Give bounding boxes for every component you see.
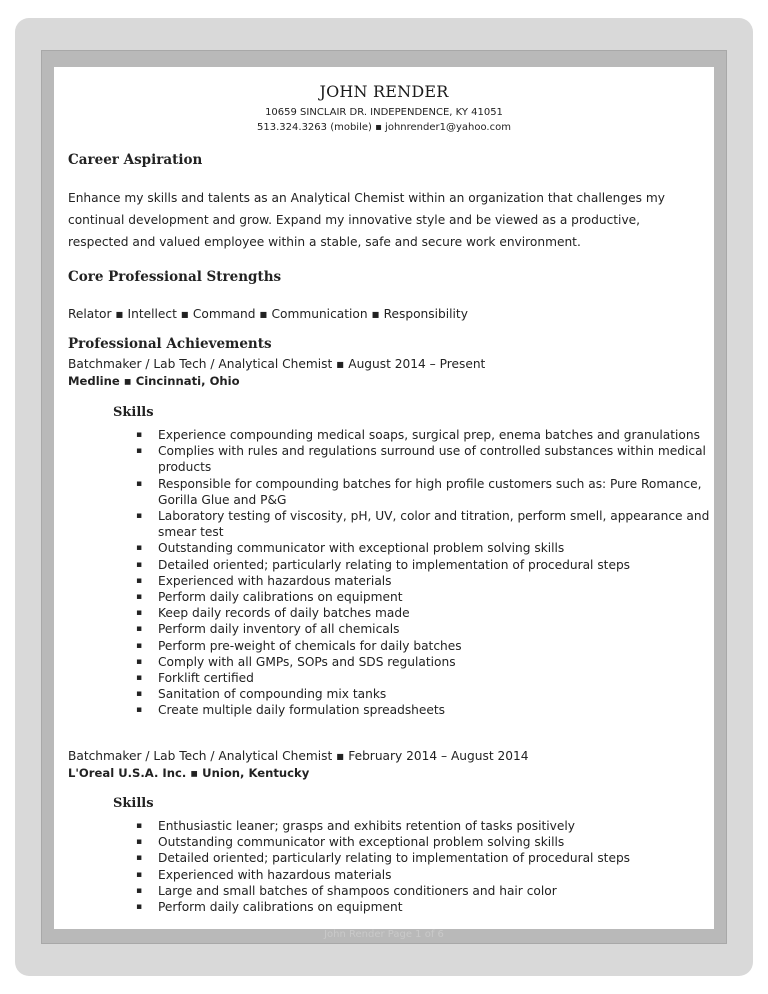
skill-item: [134, 654, 714, 670]
skill-item: [134, 670, 714, 686]
skill-item: [134, 638, 714, 654]
bullet-icon: ▪: [136, 592, 143, 603]
career-line: Enhance my skills and talents as an Analytical Chemist within an organization that challenges my: [68, 191, 665, 205]
skill-text: Keep daily records of daily batches made: [158, 606, 410, 621]
skill-item: [134, 899, 714, 915]
skill-item: [134, 540, 714, 556]
skill-item: [134, 557, 714, 573]
skill-text: Experience compounding medical soaps, surgical prep, enema batches and granulations: [158, 428, 700, 442]
career-line: respected and valued employee within a stable, safe and secure work environment.: [68, 235, 581, 249]
bullet-icon: ▪: [136, 446, 143, 457]
skill-item: [134, 508, 714, 540]
skill-text: Complies with rules and regulations surround use of controlled substances within medical products: [158, 444, 706, 475]
resume-address: 10659 SINCLAIR DR. INDEPENDENCE, KY 41051: [265, 107, 503, 118]
skill-text: Comply with all GMPs, SOPs and SDS regulations: [158, 654, 456, 669]
skill-text: Perform pre-weight of chemicals for daily batches: [158, 638, 462, 653]
bullet-icon: ▪: [136, 885, 143, 896]
resume-contact: 513.324.3263 (mobile) ▪ johnrender1@yahoo.com: [257, 122, 511, 133]
skill-item: [134, 702, 714, 718]
skill-text: Detailed oriented; particularly relating to implementation of procedural steps: [158, 557, 631, 572]
bullet-icon: ▪: [136, 640, 143, 651]
bullet-icon: ▪: [136, 837, 143, 848]
resume-name: JOHN RENDER: [319, 82, 449, 101]
job-employer-line: Medline ▪ Cincinnati, Ohio: [68, 374, 240, 388]
skill-item: [134, 573, 714, 589]
skill-text: Outstanding communicator with exceptional problem solving skills: [158, 541, 565, 556]
skill-text: Forklift certified: [158, 671, 254, 686]
skill-item: [134, 476, 714, 508]
skill-item: [134, 834, 714, 850]
bullet-icon: ▪: [136, 543, 143, 554]
career-aspiration-heading: Career Aspiration: [68, 152, 203, 168]
bullet-icon: ▪: [136, 853, 143, 864]
skill-item: [134, 686, 714, 702]
job-title-line: Batchmaker / Lab Tech / Analytical Chemist ▪ February 2014 – August 2014: [68, 749, 529, 763]
skill-item: [134, 867, 714, 883]
job-employer-line: L'Oreal U.S.A. Inc. ▪ Union, Kentucky: [68, 766, 310, 780]
skill-item: [134, 883, 714, 899]
core-strengths-list: Relator ▪ Intellect ▪ Command ▪ Communication ▪ Responsibility: [68, 307, 468, 321]
skills-heading: Skills: [113, 796, 154, 811]
bullet-icon: ▪: [136, 705, 143, 716]
skill-text: Experienced with hazardous materials: [158, 867, 392, 882]
bullet-icon: ▪: [136, 575, 143, 586]
skills-list: [134, 818, 714, 915]
skill-item: [134, 589, 714, 605]
skill-text: Sanitation of compounding mix tanks: [158, 687, 387, 702]
bullet-icon: ▪: [136, 869, 143, 880]
bullet-icon: ▪: [136, 478, 143, 489]
skill-text: Outstanding communicator with exceptional problem solving skills: [158, 835, 565, 850]
skill-text: Enthusiastic leaner; grasps and exhibits retention of tasks positively: [158, 819, 575, 833]
career-line: continual development and grow. Expand my innovative style and be viewed as a productive,: [68, 213, 641, 227]
skill-item: [134, 605, 714, 621]
bullet-icon: ▪: [136, 821, 143, 831]
skill-text: Perform daily calibrations on equipment: [158, 590, 403, 605]
skill-item: [134, 850, 714, 866]
page-footer: John Render Page 1 of 6: [324, 929, 444, 940]
skill-item: [134, 818, 714, 834]
skill-item: [134, 621, 714, 637]
skill-text: Create multiple daily formulation spreadsheets: [158, 703, 446, 718]
skill-text: Perform daily inventory of all chemicals: [158, 622, 400, 637]
core-strengths-heading: Core Professional Strengths: [68, 269, 282, 285]
bullet-icon: ▪: [136, 624, 143, 635]
resume-page: [54, 67, 714, 929]
skill-text: Large and small batches of shampoos conditioners and hair color: [158, 883, 557, 898]
bullet-icon: ▪: [136, 430, 143, 440]
skills-list: [134, 427, 714, 719]
skill-text: Detailed oriented; particularly relating to implementation of procedural steps: [158, 851, 631, 866]
bullet-icon: ▪: [136, 608, 143, 619]
bullet-icon: ▪: [136, 673, 143, 684]
bullet-icon: ▪: [136, 902, 143, 913]
professional-achievements-heading: Professional Achievements: [68, 336, 272, 352]
job-title-line: Batchmaker / Lab Tech / Analytical Chemist ▪ August 2014 – Present: [68, 357, 486, 371]
skills-heading: Skills: [113, 405, 154, 420]
skill-item: [134, 427, 714, 443]
bullet-icon: ▪: [136, 559, 143, 570]
skill-item: [134, 443, 714, 475]
skill-text: Responsible for compounding batches for high profile customers such as: Pure Romance, Gorilla Glue and P&G: [158, 476, 702, 507]
skill-text: Laboratory testing of viscosity, pH, UV, color and titration, perform smell, appearance and smear test: [158, 509, 710, 540]
skill-text: Experienced with hazardous materials: [158, 573, 392, 588]
career-aspiration-text: [68, 187, 708, 253]
bullet-icon: ▪: [136, 656, 143, 667]
bullet-icon: ▪: [136, 511, 143, 522]
bullet-icon: ▪: [136, 689, 143, 700]
skill-text: Perform daily calibrations on equipment: [158, 900, 403, 915]
